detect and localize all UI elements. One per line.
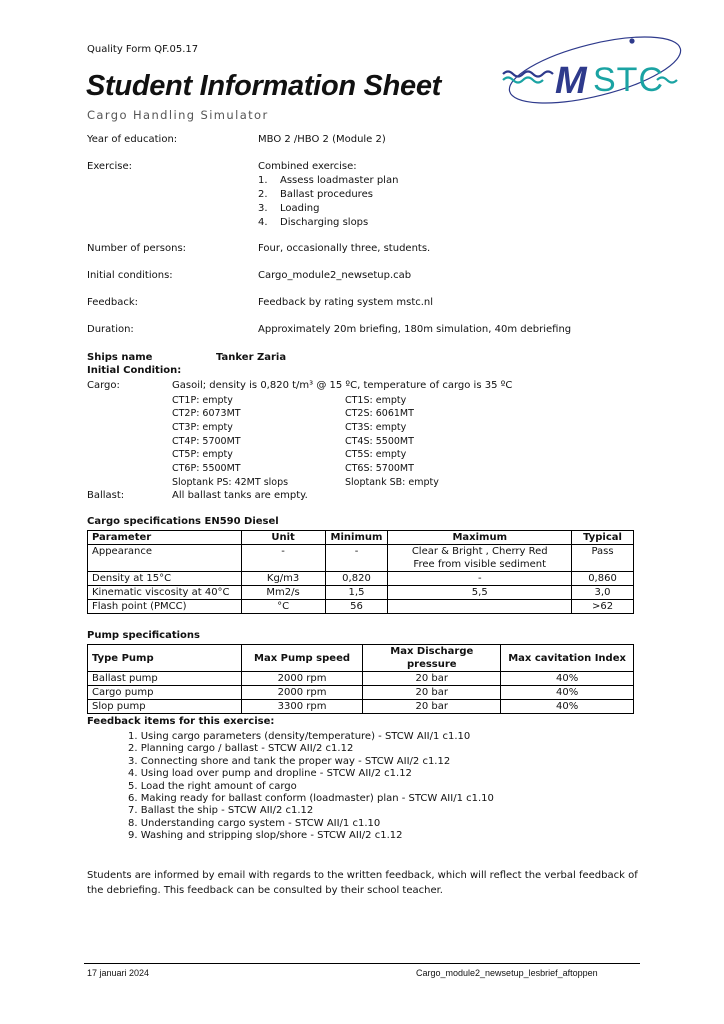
cargo-label: Cargo:: [87, 380, 120, 391]
table-row: [88, 586, 634, 600]
footer-divider: [84, 963, 640, 964]
table-cell: -: [388, 572, 572, 586]
tank-port: CT4P: 5700MT: [172, 436, 241, 447]
table-cell: -: [325, 545, 388, 559]
tank-port: CT6P: 5500MT: [172, 463, 241, 474]
table-cell: -: [241, 545, 325, 559]
tank-stbd: CT2S: 6061MT: [345, 408, 414, 419]
exercise-list: [258, 174, 398, 230]
table-header-row: [88, 645, 634, 672]
table-row: [88, 545, 634, 559]
year-value: MBO 2 /HBO 2 (Module 2): [258, 134, 386, 145]
table-cell: [241, 558, 325, 572]
column-header: Typical: [572, 531, 634, 545]
list-item: 8. Understanding cargo system - STCW AII/1 c1.10: [128, 817, 381, 829]
table-cell: 3300 rpm: [241, 700, 363, 714]
list-item: 6. Making ready for ballast conform (loadmaster) plan - STCW AII/1 c1.10: [128, 793, 494, 805]
table-cell: 20 bar: [363, 686, 501, 700]
tank-port: CT3P: empty: [172, 422, 233, 433]
table-cell: Kinematic viscosity at 40°C: [88, 586, 242, 600]
feedback-label: Feedback:: [87, 297, 138, 308]
column-header: Max Pump speed: [241, 645, 363, 672]
ballast-description: All ballast tanks are empty.: [172, 490, 308, 501]
table-cell: Slop pump: [88, 700, 242, 714]
table-cell: 40%: [501, 700, 634, 714]
column-header: Type Pump: [88, 645, 242, 672]
list-item: 7. Ballast the ship - STCW AII/2 c1.12: [128, 805, 314, 817]
table-cell: 2000 rpm: [241, 686, 363, 700]
column-header: Unit: [241, 531, 325, 545]
page-subtitle: Cargo Handling Simulator: [87, 108, 269, 122]
duration-label: Duration:: [87, 324, 134, 335]
tank-stbd: CT6S: 5700MT: [345, 463, 414, 474]
table-cell: Clear & Bright , Cherry Red: [388, 545, 572, 559]
table-cell: 20 bar: [363, 672, 501, 686]
table-cell: [88, 558, 242, 572]
mstc-logo: [497, 30, 689, 116]
table-cell: Density at 15°C: [88, 572, 242, 586]
list-item: 3. Connecting shore and tank the proper way - STCW AII/2 c1.12: [128, 755, 451, 767]
tank-stbd: Sloptank SB: empty: [345, 477, 439, 488]
persons-value: Four, occasionally three, students.: [258, 243, 431, 254]
table-cell: [325, 558, 388, 572]
exercise-label: Exercise:: [87, 161, 132, 172]
footer-filename: Cargo_module2_newsetup_lesbrief_aftoppen: [416, 968, 598, 978]
table-cell: 40%: [501, 686, 634, 700]
year-label: Year of education:: [87, 134, 178, 145]
list-item: 4. Using load over pump and dropline - STCW AII/2 c1.12: [128, 768, 412, 780]
table-cell: 2000 rpm: [241, 672, 363, 686]
table-cell: 0,860: [572, 572, 634, 586]
table-cell: [572, 558, 634, 572]
duration-value: Approximately 20m briefing, 180m simulation, 40m debriefing: [258, 324, 572, 335]
table-cell: 3,0: [572, 586, 634, 600]
list-item: 1. Assess loadmaster plan: [258, 175, 399, 186]
tank-stbd: CT5S: empty: [345, 449, 407, 460]
table-cell: Kg/m3: [241, 572, 325, 586]
column-header: Parameter: [88, 531, 242, 545]
list-item: 5. Load the right amount of cargo: [128, 780, 297, 792]
column-header: Maximum: [388, 531, 572, 545]
table-cell: 1,5: [325, 586, 388, 600]
initial-conditions-value: Cargo_module2_newsetup.cab: [258, 270, 412, 281]
initial-condition-label: Initial Condition:: [87, 365, 182, 376]
tank-port: CT2P: 6073MT: [172, 408, 241, 419]
table-cell: >62: [572, 600, 634, 614]
cargo-spec-table: [87, 530, 634, 614]
feedback-list: [128, 731, 494, 843]
table-row: [88, 672, 634, 686]
pump-spec-title: Pump specifications: [87, 630, 200, 641]
table-cell: 5,5: [388, 586, 572, 600]
feedback-value: Feedback by rating system mstc.nl: [258, 297, 434, 308]
cargo-spec-title: Cargo specifications EN590 Diesel: [87, 516, 279, 527]
table-cell: Mm2/s: [241, 586, 325, 600]
ballast-label: Ballast:: [87, 490, 125, 501]
persons-label: Number of persons:: [87, 243, 187, 254]
column-header: Max cavitation Index: [501, 645, 634, 672]
pump-spec-table: [87, 644, 634, 714]
table-cell: Free from visible sediment: [388, 558, 572, 572]
table-cell: Cargo pump: [88, 686, 242, 700]
column-header: Max Discharge pressure: [363, 645, 501, 672]
table-row: [88, 572, 634, 586]
ships-name-label: Ships name: [87, 352, 153, 363]
svg-text:M: M: [555, 60, 587, 102]
table-row: [88, 700, 634, 714]
list-item: 4. Discharging slops: [258, 217, 369, 228]
cargo-description: Gasoil; density is 0,820 t/m³ @ 15 ºC, temperature of cargo is 35 ºC: [172, 380, 513, 391]
table-cell: °C: [241, 600, 325, 614]
page-title: Student Information Sheet: [86, 70, 442, 102]
tank-stbd: CT3S: empty: [345, 422, 407, 433]
list-item: 1. Using cargo parameters (density/temperature) - STCW AII/1 c1.10: [128, 731, 471, 742]
list-item: 9. Washing and stripping slop/shore - STCW AII/2 c1.12: [128, 830, 403, 842]
tank-port: CT1P: empty: [172, 395, 233, 406]
ships-name-value: Tanker Zaria: [216, 352, 287, 363]
list-item: 2. Planning cargo / ballast - STCW AII/2 c1.12: [128, 743, 354, 755]
tank-port: CT5P: empty: [172, 449, 233, 460]
table-cell: 56: [325, 600, 388, 614]
table-cell: Appearance: [88, 545, 242, 559]
tank-stbd: CT4S: 5500MT: [345, 436, 414, 447]
initial-conditions-label: Initial conditions:: [87, 270, 173, 281]
list-item: 2. Ballast procedures: [258, 189, 373, 200]
table-cell: Ballast pump: [88, 672, 242, 686]
quality-form-label: Quality Form QF.05.17: [87, 44, 199, 55]
table-row: [88, 600, 634, 614]
exercise-value: Combined exercise:: [258, 161, 357, 172]
feedback-title: Feedback items for this exercise:: [87, 716, 275, 727]
table-cell: 40%: [501, 672, 634, 686]
svg-text:STC: STC: [593, 61, 664, 99]
footer-date: 17 januari 2024: [87, 968, 150, 978]
closing-paragraph: Students are informed by email with regards to the written feedback, which will reflect the verbal feedback of the debriefing. This feedback can be consulted by their school teacher.: [87, 870, 638, 896]
table-cell: [388, 600, 572, 614]
table-cell: 0,820: [325, 572, 388, 586]
column-header: Minimum: [325, 531, 388, 545]
table-cell: 20 bar: [363, 700, 501, 714]
list-item: 3. Loading: [258, 203, 320, 214]
table-row: [88, 686, 634, 700]
table-row: [88, 558, 634, 572]
table-header-row: [88, 531, 634, 545]
tank-stbd: CT1S: empty: [345, 395, 407, 406]
table-cell: Pass: [572, 545, 634, 559]
tank-port: Sloptank PS: 42MT slops: [172, 477, 289, 488]
table-cell: Flash point (PMCC): [88, 600, 242, 614]
